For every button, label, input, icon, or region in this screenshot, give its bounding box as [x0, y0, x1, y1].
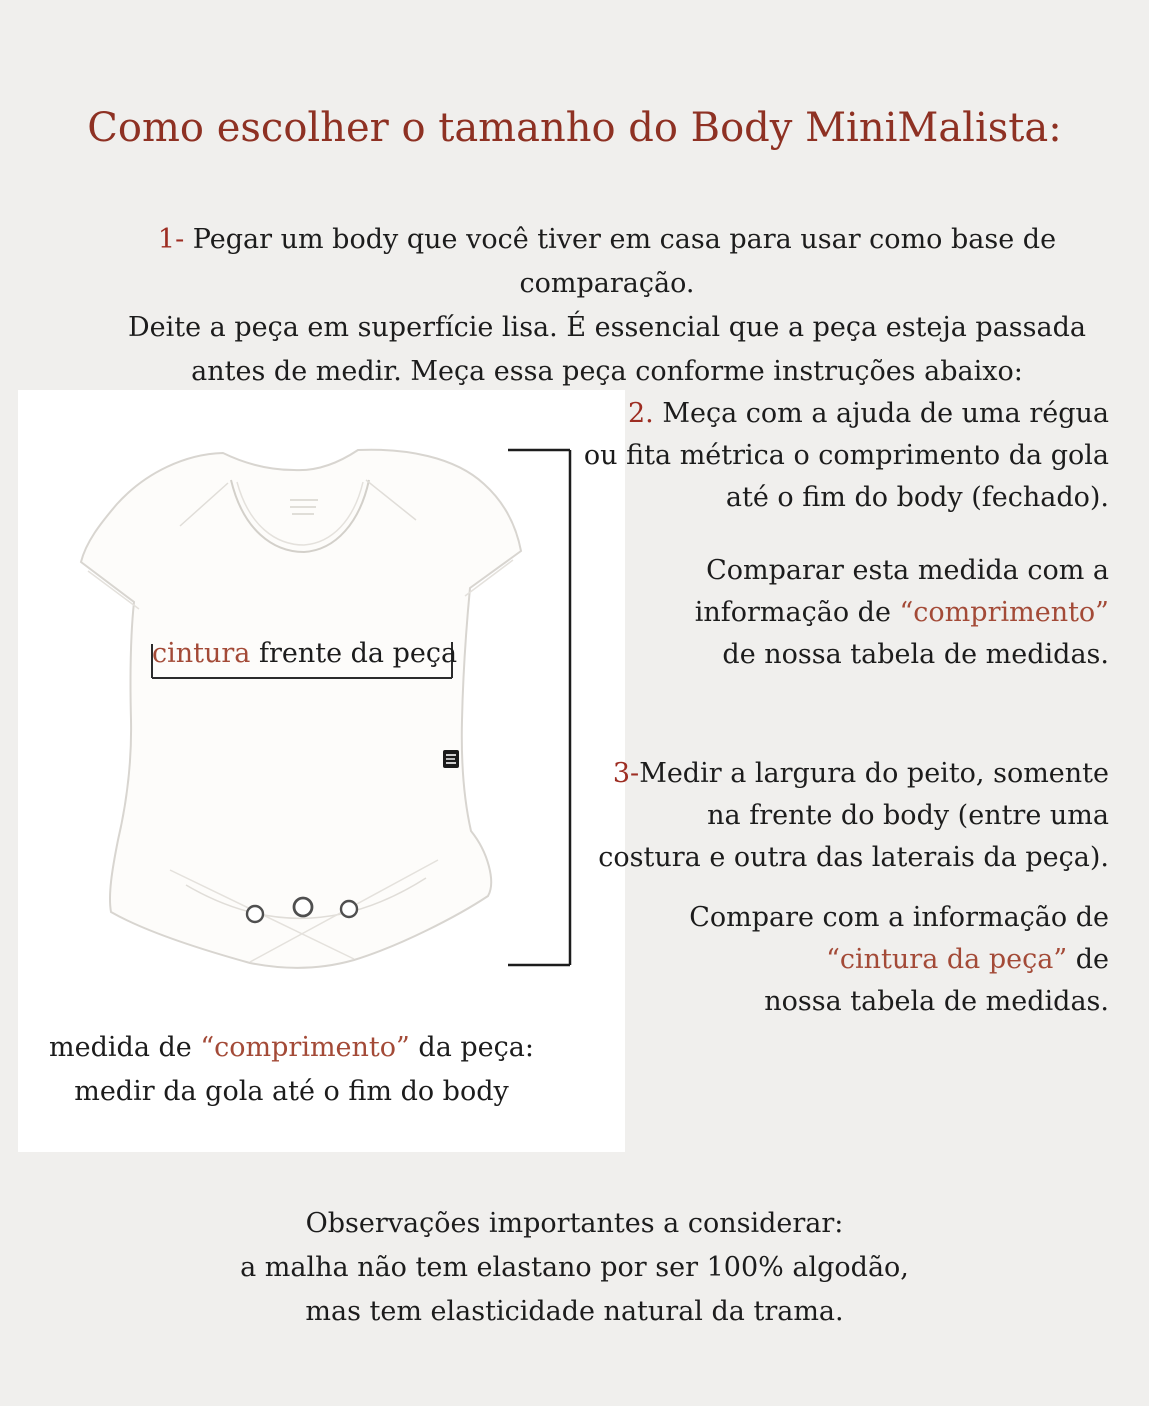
compare-length-quote: “comprimento”: [899, 597, 1109, 628]
step1-paragraph: [67, 218, 1147, 394]
step3-line3: costura e outra das laterais da peça).: [598, 842, 1109, 873]
compare-waist-line2: [569, 939, 1109, 981]
step2-line1-text: Meça com a ajuda de uma régua: [653, 398, 1109, 429]
step1-line3: antes de medir. Meça essa peça conforme instruções abaixo:: [191, 356, 1023, 387]
step1-line2: Deite a peça em superfície lisa. É essencial que a peça esteja passada: [127, 312, 1086, 343]
photo-caption: [18, 1026, 625, 1114]
compare-waist-line3: nossa tabela de medidas.: [764, 986, 1109, 1017]
step3-number: 3-: [612, 758, 640, 789]
chest-label-rest: frente da peça: [250, 638, 458, 669]
step3-paragraph: [569, 753, 1109, 879]
bodysuit-photo-panel: [18, 390, 625, 1152]
chest-measure-label: [152, 636, 458, 672]
step2-number: 2.: [627, 398, 654, 429]
observations-line1: Observações importantes a considerar:: [305, 1208, 844, 1239]
caption-line1-pre: medida de: [49, 1032, 201, 1063]
step3-line2: na frente do body (entre uma: [707, 800, 1109, 831]
compare-length-line3: de nossa tabela de medidas.: [722, 639, 1109, 670]
observations-line2: a malha não tem elastano por ser 100% algodão,: [240, 1252, 909, 1283]
brand-tag: [443, 750, 459, 768]
step3-line1: [569, 753, 1109, 795]
bodysuit-outline: [81, 450, 521, 968]
caption-line1: [18, 1026, 565, 1070]
step2-line1: [569, 393, 1109, 435]
caption-line1-accent: “comprimento”: [200, 1032, 410, 1063]
step2-paragraph: [569, 393, 1109, 519]
compare-waist-line2-post: de: [1067, 944, 1109, 975]
caption-line1-post: da peça:: [409, 1032, 534, 1063]
compare-length-paragraph: [569, 550, 1109, 676]
compare-waist-paragraph: [569, 897, 1109, 1023]
step3-line1-text: Medir a largura do peito, somente: [639, 758, 1109, 789]
compare-waist-line1: Compare com a informação de: [689, 902, 1109, 933]
length-measure-bracket: [508, 450, 570, 965]
observations-line3: mas tem elasticidade natural da trama.: [305, 1296, 844, 1327]
caption-line2: medir da gola até o fim do body: [74, 1076, 509, 1107]
step1-number: 1-: [157, 224, 185, 255]
step2-line2: ou fita métrica o comprimento da gola: [583, 440, 1109, 471]
compare-length-line2-pre: informação de: [694, 597, 900, 628]
compare-length-line2: [569, 592, 1109, 634]
page-title: Como escolher o tamanho do Body MiniMalista:: [87, 105, 1062, 151]
step1-line1: [67, 218, 1147, 306]
compare-waist-quote: “cintura da peça”: [826, 944, 1068, 975]
step1-line1-text: Pegar um body que você tiver em casa para usar como base de comparação.: [184, 224, 1057, 299]
step2-line3: até o fim do body (fechado).: [725, 482, 1109, 513]
observations-paragraph: [0, 1202, 1149, 1334]
chest-label-accent: cintura: [152, 638, 251, 669]
compare-length-line1: Comparar esta medida com a: [706, 555, 1109, 586]
